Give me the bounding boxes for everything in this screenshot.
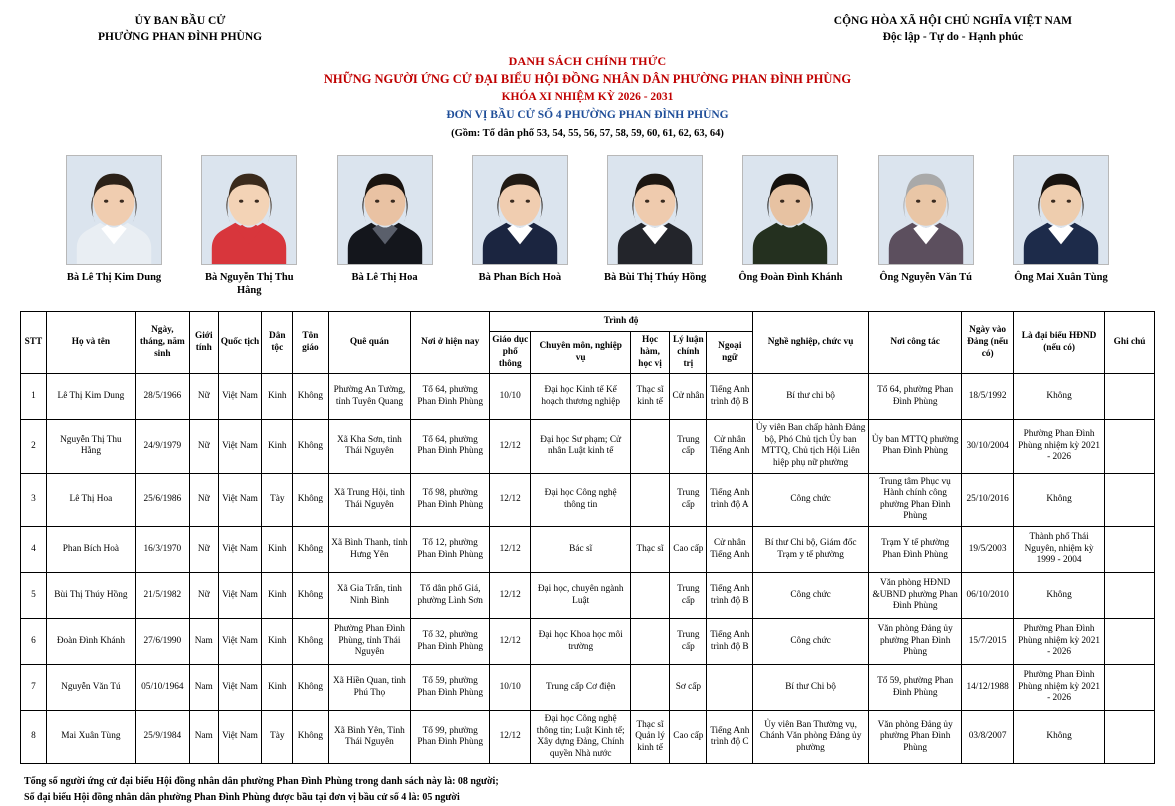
cell-politics: Cao cấp (670, 711, 707, 764)
cell-language: Cử nhân Tiếng Anh (707, 527, 753, 573)
title-line-3: KHÓA XI NHIỆM KỲ 2026 - 2031 (501, 90, 674, 103)
cell-edu-general: 12/12 (490, 573, 531, 619)
candidate-portrait (878, 155, 974, 265)
cell-religion: Không (293, 573, 328, 619)
candidate-photo-caption: Ông Mai Xuân Tùng (1014, 272, 1108, 284)
authority-line-1: ỦY BAN BẦU CỬ (134, 15, 226, 27)
cell-religion: Không (293, 473, 328, 526)
cell-party-date: 19/5/2003 (962, 527, 1014, 573)
title-line-5: (Gồm: Tổ dân phố 53, 54, 55, 56, 57, 58, 59, 60, 61, 62, 63, 64) (451, 127, 724, 139)
cell-dob: 24/9/1979 (135, 420, 189, 473)
cell-workplace: Tổ 59, phường Phan Đình Phùng (869, 665, 962, 711)
cell-gender: Nữ (189, 573, 218, 619)
document-footer (0, 764, 1175, 806)
cell-nationality: Việt Nam (218, 619, 261, 665)
cell-language (707, 665, 753, 711)
document-header (0, 0, 1175, 45)
cell-specialty: Đại học Công nghệ thông tin (531, 473, 630, 526)
cell-politics: Cử nhân (670, 374, 707, 420)
cell-job: Ủy viên Ban chấp hành Đảng bộ, Phó Chủ tịch Ủy ban MTTQ, Chủ tịch Hội Liên hiệp phụ nữ phường (753, 420, 869, 473)
cell-academic (630, 420, 669, 473)
th-stt: STT (21, 312, 47, 374)
cell-gender: Nữ (189, 374, 218, 420)
cell-dob: 25/9/1984 (135, 711, 189, 764)
cell-ethnic: Tày (262, 711, 293, 764)
cell-name: Lê Thị Hoa (46, 473, 135, 526)
cell-gender: Nam (189, 619, 218, 665)
cell-job: Công chức (753, 473, 869, 526)
th-job: Nghề nghiệp, chức vụ (753, 312, 869, 374)
table-row (21, 527, 1155, 573)
cell-residence: Tổ 59, phường Phan Đình Phùng (411, 665, 490, 711)
table-row (21, 665, 1155, 711)
cell-hometown: Xã Trung Hội, tỉnh Thái Nguyên (328, 473, 411, 526)
th-edu-general: Giáo dục phổ thông (490, 332, 531, 374)
cell-job: Bí thư Chi bộ, Giám đốc Trạm y tế phường (753, 527, 869, 573)
cell-specialty: Đại học Công nghệ thông tin; Luật Kinh tế; Xây dựng Đảng, Chính quyền Nhà nước (531, 711, 630, 764)
th-name: Họ và tên (46, 312, 135, 374)
footer-line-2: Số đại biểu Hội đồng nhân dân phường Phan Đình Phùng được bầu tại đơn vị bầu cử số 4 là: 05 người (24, 792, 460, 804)
cell-politics: Trung cấp (670, 619, 707, 665)
candidate-photo-cell (58, 155, 170, 297)
cell-specialty: Đại học Khoa học môi trường (531, 619, 630, 665)
cell-party-date: 18/5/1992 (962, 374, 1014, 420)
cell-ethnic: Kinh (262, 665, 293, 711)
title-line-4: ĐƠN VỊ BẦU CỬ SỐ 4 PHƯỜNG PHAN ĐÌNH PHÙNG (446, 109, 729, 122)
cell-nationality: Việt Nam (218, 420, 261, 473)
cell-ethnic: Kinh (262, 573, 293, 619)
cell-gender: Nữ (189, 527, 218, 573)
cell-nationality: Việt Nam (218, 573, 261, 619)
cell-nationality: Việt Nam (218, 374, 261, 420)
cell-name: Lê Thị Kim Dung (46, 374, 135, 420)
th-politics: Lý luận chính trị (670, 332, 707, 374)
cell-specialty: Bác sĩ (531, 527, 630, 573)
cell-name: Bùi Thị Thúy Hồng (46, 573, 135, 619)
cell-edu-general: 12/12 (490, 527, 531, 573)
table-row (21, 473, 1155, 526)
national-motto: Độc lập - Tự do - Hạnh phúc (882, 30, 1024, 43)
table-row (21, 573, 1155, 619)
cell-language: Tiếng Anh trình độ B (707, 573, 753, 619)
cell-stt: 6 (21, 619, 47, 665)
cell-job: Bí thư Chi bộ (753, 665, 869, 711)
cell-nationality: Việt Nam (218, 711, 261, 764)
cell-edu-general: 12/12 (490, 619, 531, 665)
cell-name: Nguyễn Văn Tú (46, 665, 135, 711)
cell-job: Công chức (753, 573, 869, 619)
cell-name: Đoàn Đình Khánh (46, 619, 135, 665)
cell-party-date: 03/8/2007 (962, 711, 1014, 764)
cell-nationality: Việt Nam (218, 527, 261, 573)
cell-residence: Tổ 99, phường Phan Đình Phùng (411, 711, 490, 764)
cell-dob: 16/3/1970 (135, 527, 189, 573)
candidate-portrait (742, 155, 838, 265)
cell-note (1105, 420, 1155, 473)
cell-stt: 1 (21, 374, 47, 420)
cell-stt: 4 (21, 527, 47, 573)
cell-edu-general: 12/12 (490, 711, 531, 764)
cell-stt: 8 (21, 711, 47, 764)
cell-politics: Trung cấp (670, 473, 707, 526)
cell-religion: Không (293, 665, 328, 711)
cell-workplace: Trung tâm Phục vụ Hành chính công phường Phan Đình Phùng (869, 473, 962, 526)
candidate-photo-cell (329, 155, 441, 297)
cell-workplace: Văn phòng Đảng ủy phường Phan Đình Phùng (869, 619, 962, 665)
th-note: Ghi chú (1105, 312, 1155, 374)
table-row (21, 711, 1155, 764)
title-line-2: NHỮNG NGƯỜI ỨNG CỬ ĐẠI BIỂU HỘI ĐỒNG NHÂN DÂN PHƯỜNG PHAN ĐÌNH PHÙNG (323, 72, 852, 87)
cell-hometown: Xã Hiền Quan, tỉnh Phú Thọ (328, 665, 411, 711)
candidate-photo-cell (1005, 155, 1117, 297)
candidate-photo-caption: Bà Phan Bích Hoà (478, 272, 562, 284)
cell-name: Nguyễn Thị Thu Hằng (46, 420, 135, 473)
cell-religion: Không (293, 711, 328, 764)
th-religion: Tôn giáo (293, 312, 328, 374)
candidate-portrait (1013, 155, 1109, 265)
authority-line-2: PHƯỜNG PHAN ĐÌNH PHÙNG (98, 30, 263, 43)
candidate-photo-caption: Ông Đoàn Đình Khánh (738, 272, 843, 284)
th-hdnd: Là đại biểu HĐND (nếu có) (1014, 312, 1105, 374)
cell-academic (630, 665, 669, 711)
candidate-photo-cell (193, 155, 305, 297)
cell-gender: Nữ (189, 473, 218, 526)
cell-ethnic: Kinh (262, 619, 293, 665)
cell-note (1105, 619, 1155, 665)
cell-party-date: 30/10/2004 (962, 420, 1014, 473)
cell-hdnd: Không (1014, 711, 1105, 764)
cell-religion: Không (293, 619, 328, 665)
cell-workplace: Tổ 64, phường Phan Đình Phùng (869, 374, 962, 420)
cell-ethnic: Kinh (262, 527, 293, 573)
th-gender: Giới tính (189, 312, 218, 374)
cell-dob: 28/5/1966 (135, 374, 189, 420)
cell-hometown: Xã Bình Thanh, tỉnh Hưng Yên (328, 527, 411, 573)
candidate-photo-caption: Ông Nguyễn Văn Tú (879, 272, 973, 284)
cell-note (1105, 527, 1155, 573)
cell-stt: 5 (21, 573, 47, 619)
candidate-portrait (66, 155, 162, 265)
cell-edu-general: 12/12 (490, 473, 531, 526)
cell-language: Tiếng Anh trình độ C (707, 711, 753, 764)
table-header-row-1 (21, 312, 1155, 332)
cell-ethnic: Kinh (262, 374, 293, 420)
cell-language: Tiếng Anh trình độ B (707, 374, 753, 420)
cell-dob: 25/6/1986 (135, 473, 189, 526)
cell-hdnd: Phường Phan Đình Phùng nhiệm kỳ 2021 - 2026 (1014, 420, 1105, 473)
cell-name: Phan Bích Hoà (46, 527, 135, 573)
cell-workplace: Văn phòng Đảng ủy phường Phan Đình Phùng (869, 711, 962, 764)
cell-job: Công chức (753, 619, 869, 665)
cell-residence: Tổ dân phố Giá, phường Lình Sơn (411, 573, 490, 619)
cell-job: Bí thư chi bộ (753, 374, 869, 420)
cell-residence: Tổ 64, phường Phan Đình Phùng (411, 374, 490, 420)
table-row (21, 420, 1155, 473)
cell-academic: Thạc sĩ kinh tế (630, 374, 669, 420)
table-row (21, 619, 1155, 665)
cell-hdnd: Không (1014, 573, 1105, 619)
cell-specialty: Đại học Kinh tế Kế hoạch thương nghiệp (531, 374, 630, 420)
cell-specialty: Trung cấp Cơ điện (531, 665, 630, 711)
cell-workplace: Trạm Y tế phường Phan Đình Phùng (869, 527, 962, 573)
cell-gender: Nam (189, 665, 218, 711)
country-name: CỘNG HÒA XÃ HỘI CHỦ NGHĨA VIỆT NAM (833, 15, 1072, 27)
cell-edu-general: 12/12 (490, 420, 531, 473)
cell-party-date: 15/7/2015 (962, 619, 1014, 665)
th-academic: Học hàm, học vị (630, 332, 669, 374)
cell-note (1105, 711, 1155, 764)
cell-language: Tiếng Anh trình độ A (707, 473, 753, 526)
cell-name: Mai Xuân Tùng (46, 711, 135, 764)
candidate-photo-cell (599, 155, 711, 297)
cell-politics: Trung cấp (670, 573, 707, 619)
cell-hdnd: Phường Phan Đình Phùng nhiệm kỳ 2021 - 2026 (1014, 619, 1105, 665)
cell-party-date: 25/10/2016 (962, 473, 1014, 526)
th-party-date: Ngày vào Đảng (nếu có) (962, 312, 1014, 374)
th-residence: Nơi ở hiện nay (411, 312, 490, 374)
cell-academic (630, 473, 669, 526)
cell-language: Tiếng Anh trình độ B (707, 619, 753, 665)
cell-hdnd: Thành phố Thái Nguyên, nhiệm kỳ 1999 - 2004 (1014, 527, 1105, 573)
candidate-photo-row (0, 141, 1175, 297)
cell-note (1105, 374, 1155, 420)
cell-job: Ủy viên Ban Thường vụ, Chánh Văn phòng Đảng ủy phường (753, 711, 869, 764)
cell-residence: Tổ 64, phường Phan Đình Phùng (411, 420, 490, 473)
cell-hdnd: Không (1014, 374, 1105, 420)
cell-stt: 2 (21, 420, 47, 473)
cell-dob: 27/6/1990 (135, 619, 189, 665)
cell-note (1105, 473, 1155, 526)
cell-residence: Tổ 32, phường Phan Đình Phùng (411, 619, 490, 665)
cell-stt: 3 (21, 473, 47, 526)
title-line-1: DANH SÁCH CHÍNH THỨC (508, 54, 667, 69)
candidate-portrait (607, 155, 703, 265)
cell-nationality: Việt Nam (218, 473, 261, 526)
candidate-photo-cell (464, 155, 576, 297)
cell-workplace: Văn phòng HĐND &UBND phường Phan Đình Phùng (869, 573, 962, 619)
cell-hometown: Xã Kha Sơn, tỉnh Thái Nguyên (328, 420, 411, 473)
cell-specialty: Đại học Sư phạm; Cử nhân Luật kinh tế (531, 420, 630, 473)
th-specialty: Chuyên môn, nghiệp vụ (531, 332, 630, 374)
cell-academic: Thạc sĩ (630, 527, 669, 573)
cell-politics: Sơ cấp (670, 665, 707, 711)
cell-residence: Tổ 98, phường Phan Đình Phùng (411, 473, 490, 526)
cell-ethnic: Tày (262, 473, 293, 526)
th-workplace: Nơi công tác (869, 312, 962, 374)
cell-hdnd: Phường Phan Đình Phùng nhiệm kỳ 2021 - 2026 (1014, 665, 1105, 711)
cell-gender: Nữ (189, 420, 218, 473)
cell-hdnd: Không (1014, 473, 1105, 526)
cell-politics: Cao cấp (670, 527, 707, 573)
cell-dob: 05/10/1964 (135, 665, 189, 711)
th-nationality: Quốc tịch (218, 312, 261, 374)
candidate-photo-caption: Bà Lê Thị Hoa (351, 272, 418, 284)
cell-hometown: Xã Bình Yên, Tỉnh Thái Nguyên (328, 711, 411, 764)
cell-ethnic: Kinh (262, 420, 293, 473)
cell-academic: Thạc sĩ Quản lý kinh tế (630, 711, 669, 764)
candidate-portrait (337, 155, 433, 265)
th-language: Ngoại ngữ (707, 332, 753, 374)
candidate-photo-caption: Bà Lê Thị Kim Dung (66, 272, 162, 284)
cell-note (1105, 665, 1155, 711)
th-ethnic: Dân tộc (262, 312, 293, 374)
footer-line-1: Tổng số người ứng cử đại biểu Hội đồng nhân dân phường Phan Đình Phùng trong danh sách này là: 08 người; (24, 776, 499, 788)
th-education-group: Trình độ (490, 312, 753, 332)
cell-workplace: Ủy ban MTTQ phường Phan Đình Phùng (869, 420, 962, 473)
cell-stt: 7 (21, 665, 47, 711)
cell-edu-general: 10/10 (490, 374, 531, 420)
cell-nationality: Việt Nam (218, 665, 261, 711)
th-dob: Ngày, tháng, năm sinh (135, 312, 189, 374)
th-hometown: Quê quán (328, 312, 411, 374)
cell-language: Cử nhân Tiếng Anh (707, 420, 753, 473)
cell-edu-general: 10/10 (490, 665, 531, 711)
cell-hometown: Phường Phan Đình Phùng, tỉnh Thái Nguyên (328, 619, 411, 665)
candidate-table-wrap (0, 297, 1175, 764)
cell-specialty: Đại học, chuyên ngành Luật (531, 573, 630, 619)
cell-hometown: Xã Gia Trấn, tỉnh Ninh Bình (328, 573, 411, 619)
cell-note (1105, 573, 1155, 619)
cell-religion: Không (293, 527, 328, 573)
cell-academic (630, 619, 669, 665)
candidate-portrait (201, 155, 297, 265)
cell-party-date: 06/10/2010 (962, 573, 1014, 619)
candidate-table (20, 311, 1155, 764)
cell-party-date: 14/12/1988 (962, 665, 1014, 711)
candidate-photo-caption: Bà Nguyễn Thị Thu Hằng (204, 272, 294, 296)
cell-religion: Không (293, 420, 328, 473)
cell-religion: Không (293, 374, 328, 420)
cell-politics: Trung cấp (670, 420, 707, 473)
issuing-authority (98, 14, 262, 45)
cell-hometown: Phường An Tường, tỉnh Tuyên Quang (328, 374, 411, 420)
national-heading (834, 14, 1072, 45)
document-title-block (0, 53, 1175, 141)
candidate-photo-cell (870, 155, 982, 297)
cell-gender: Nam (189, 711, 218, 764)
cell-academic (630, 573, 669, 619)
candidate-photo-cell (734, 155, 846, 297)
cell-residence: Tổ 12, phường Phan Đình Phùng (411, 527, 490, 573)
table-row (21, 374, 1155, 420)
cell-dob: 21/5/1982 (135, 573, 189, 619)
candidate-portrait (472, 155, 568, 265)
candidate-photo-caption: Bà Bùi Thị Thúy Hồng (603, 272, 707, 284)
